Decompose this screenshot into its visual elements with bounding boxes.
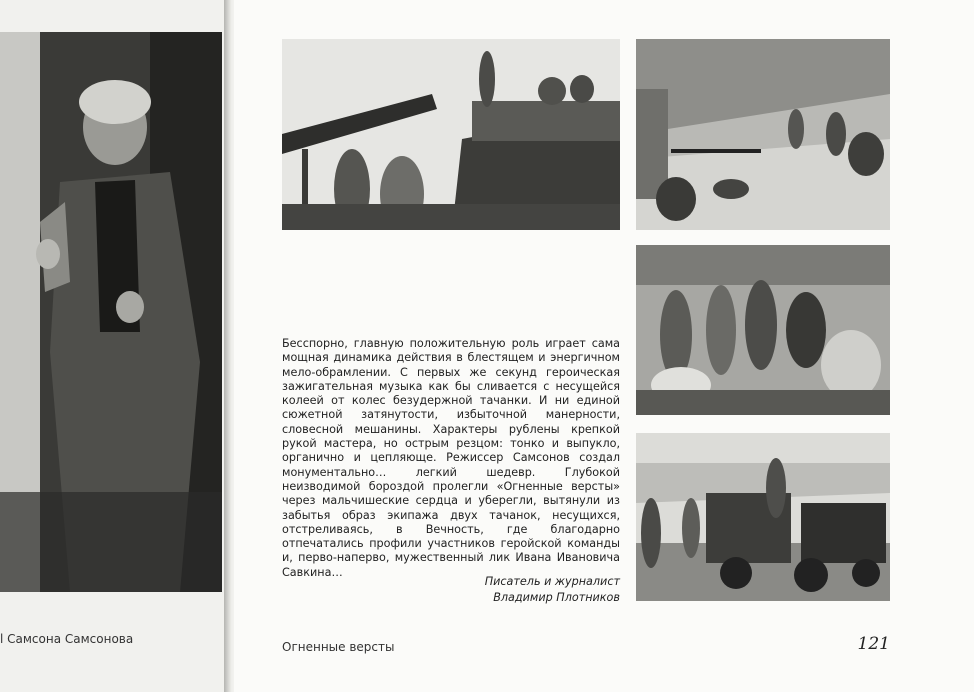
running-footer-title: Огненные версты (282, 640, 395, 654)
author-signature (282, 574, 620, 606)
vehicles-and-cameras-photo (636, 433, 890, 601)
article-body (282, 337, 620, 580)
left-page (0, 0, 226, 692)
article-paragraph: Бесспорно, главную положительную роль играет сама мощная динамика действия в блестящем и энергичном мело-обрамлении. С первых же секунд героическая зажигательная музыка как бы сливается с несущейся колеей от колес безудержной тачанки. И ни единой сюжетной затянутости, избыточной манерности, словесной мешанины. Характеры рублены крепкой рукой мастера, но острым резцом: тонко и выпукло, органично и цепляюще. Режиссер Самсонов создал монументально… легкий шедевр. Глубокой неизводимой бороздой пролегли «Огненные версты» через мальчишеские сердца и уберегли, вытянули из забытья образ экипажа двух тачанок, несущихся, отстреливаясь, в Вечность, где благодарно отпечатались профили участников геройской команды и, перво-наперво, мужественный лик Ивана Ивановича Савкина… (282, 337, 620, 579)
page-number: 121 (857, 634, 890, 654)
crew-resting-photo (636, 245, 890, 415)
film-crew-on-truck-photo (282, 39, 620, 230)
author-role: Писатель и журналист (484, 575, 620, 588)
author-name: Владимир Плотников (493, 591, 620, 604)
battle-scene-rifleman-photo (636, 39, 890, 230)
left-running-footer: l Самсона Самсонова (0, 632, 134, 646)
right-page (234, 0, 974, 692)
actor-portrait-photo (0, 32, 222, 592)
